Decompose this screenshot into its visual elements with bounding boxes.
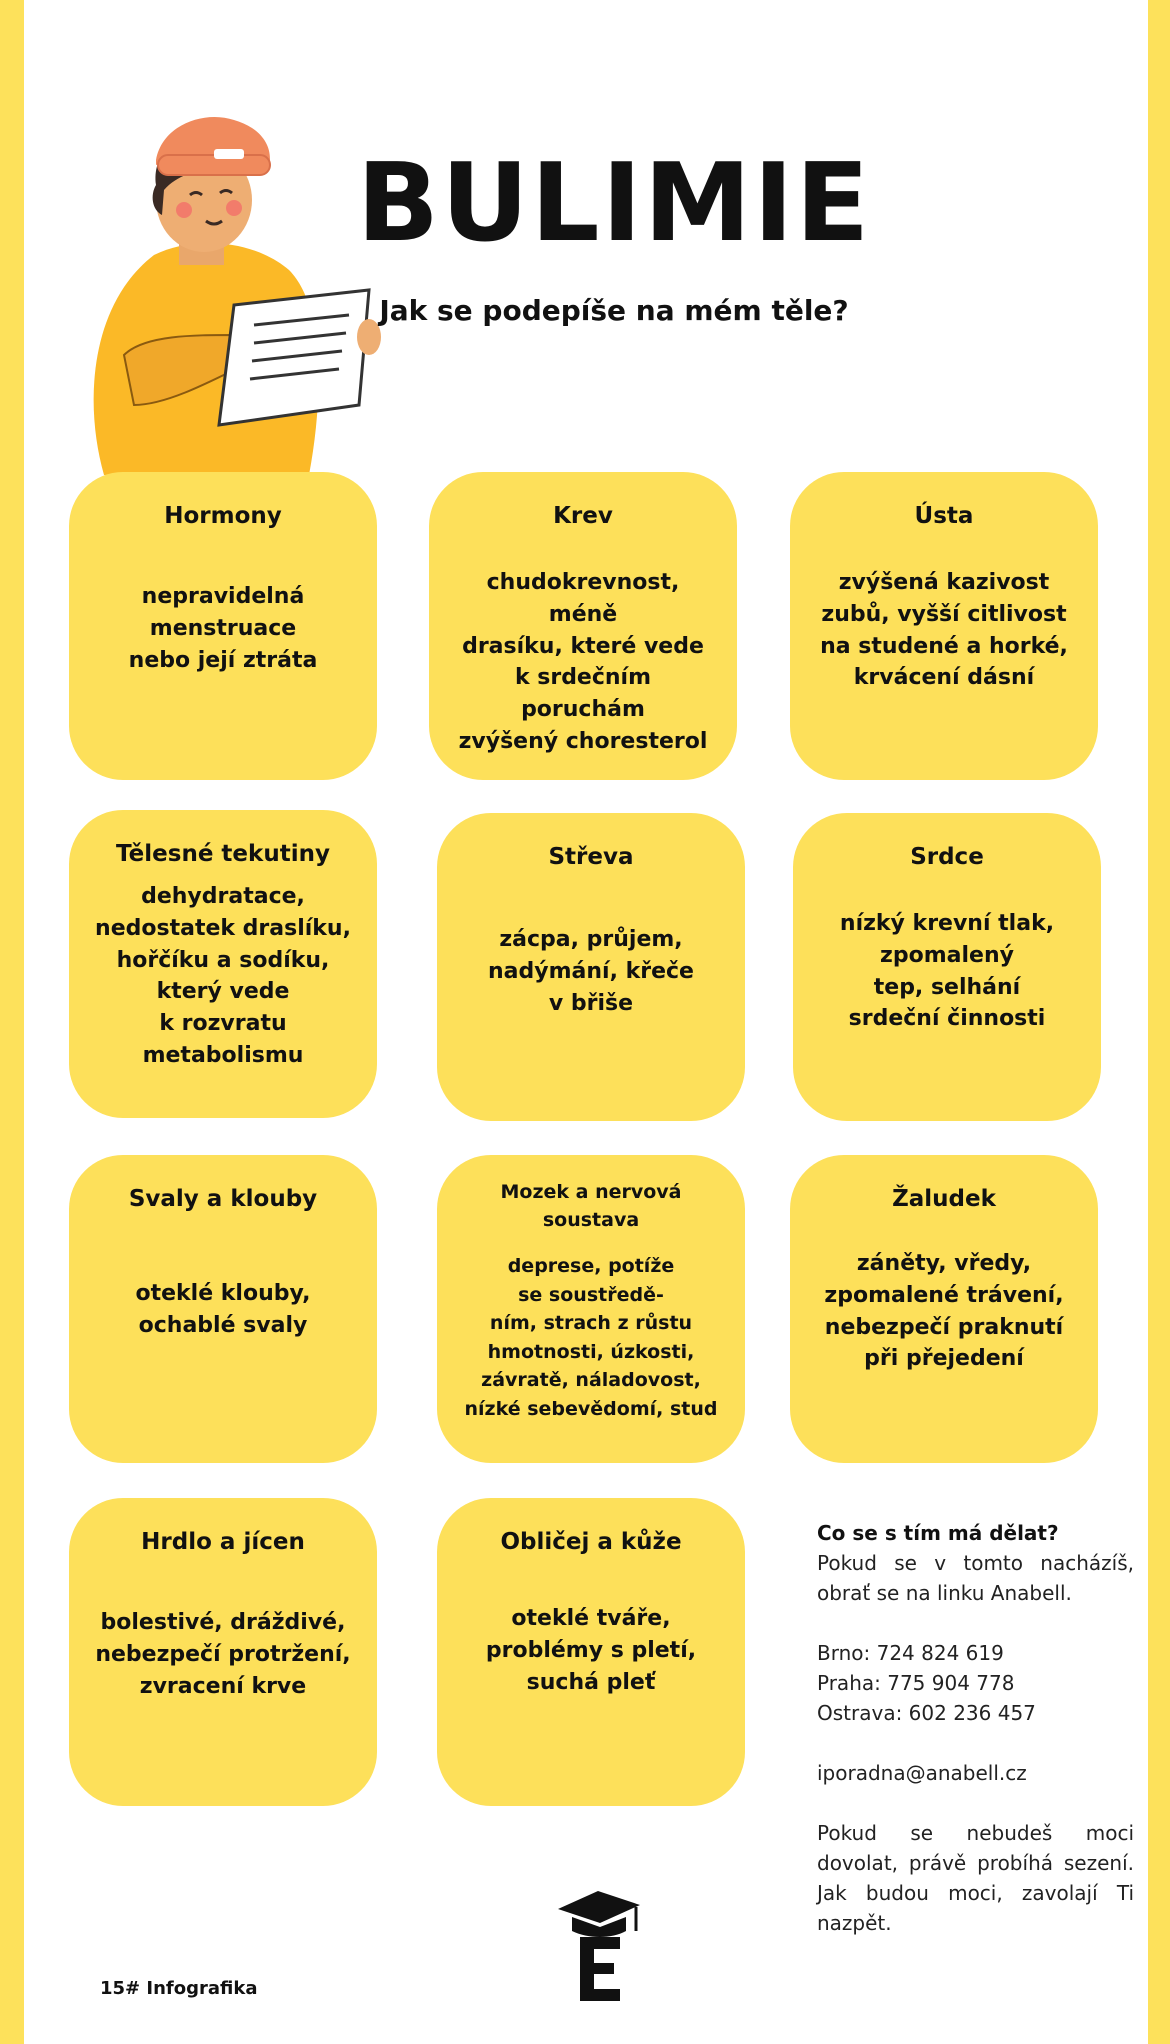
- help-intro: Pokud se v tomto nacházíš, obrať se na linku Anabell.: [817, 1551, 1134, 1605]
- card-title: Střeva: [548, 844, 634, 870]
- card-hrdlo-a-jicen: [69, 1498, 377, 1806]
- card-zaludek: [790, 1155, 1098, 1463]
- card-title: Obličej a kůže: [500, 1529, 682, 1555]
- card-title: Hrdlo a jícen: [141, 1529, 305, 1555]
- page-title: BULIMIE: [356, 141, 872, 266]
- card-telesne-tekutiny: [69, 810, 377, 1118]
- card-title: Hormony: [164, 503, 282, 529]
- card-title: Mozek a nervová soustava: [500, 1181, 682, 1231]
- card-mozek-a-nervova-soustava: [437, 1155, 745, 1463]
- card-hormony: [69, 472, 377, 780]
- card-body: zvýšená kazivost zubů, vyšší citlivost na studené a horké, krvácení dásní: [820, 569, 1068, 691]
- help-email: iporadna@anabell.cz: [817, 1761, 1027, 1785]
- card-body: oteklé klouby, ochablé svaly: [135, 1280, 311, 1338]
- card-streva: [437, 813, 745, 1121]
- card-body: dehydratace, nedostatek draslíku, hořčíku a sodíku, který vede k rozvratu metabolismu: [95, 883, 351, 1069]
- card-title: Krev: [553, 503, 613, 529]
- card-body: chudokrevnost, méně drasíku, které vede k srdečním poruchám zvýšený choresterol: [458, 569, 708, 755]
- phone-ostrava: Ostrava: 602 236 457: [817, 1701, 1036, 1725]
- card-title: Žaludek: [892, 1186, 996, 1212]
- phone-brno: Brno: 724 824 619: [817, 1641, 1004, 1665]
- footer-label: 15# Infografika: [100, 1978, 258, 1999]
- card-title: Tělesné tekutiny: [116, 841, 330, 867]
- help-info: [817, 1518, 1134, 1938]
- card-title: Svaly a klouby: [128, 1186, 318, 1212]
- phone-praha: Praha: 775 904 778: [817, 1671, 1015, 1695]
- card-body: deprese, potíže se soustředě- ním, strach z růstu hmotnosti, úzkosti, závratě, náladovost, nízké sebevědomí, stud: [464, 1255, 718, 1420]
- graduation-cap-e-logo: [558, 1887, 640, 2003]
- card-oblicej-a-kuze: [437, 1498, 745, 1806]
- card-body: oteklé tváře, problémy s pletí, suchá pleť: [485, 1605, 697, 1695]
- card-title: Srdce: [910, 844, 984, 870]
- help-outro: Pokud se nebudeš moci dovolat, právě probíhá sezení. Jak budou moci, zavolají Ti nazpět.: [817, 1821, 1134, 1935]
- card-body: záněty, vředy, zpomalené trávení, nebezpečí praknutí při přejedení: [824, 1250, 1064, 1372]
- card-usta: [790, 472, 1098, 780]
- card-svaly-a-klouby: [69, 1155, 377, 1463]
- help-heading: Co se s tím má dělat?: [817, 1521, 1059, 1545]
- card-krev: [429, 472, 737, 780]
- card-srdce: [793, 813, 1101, 1121]
- page-subtitle: Jak se podepíše na mém těle?: [379, 294, 849, 327]
- card-body: bolestivé, dráždivé, nebezpečí protržení, zvracení krve: [95, 1609, 351, 1699]
- card-title: Ústa: [914, 503, 974, 529]
- card-body: zácpa, průjem, nadýmání, křeče v břiše: [488, 926, 694, 1016]
- infographic-page: [24, 0, 1148, 2044]
- card-body: nízký krevní tlak, zpomalený tep, selhání srdeční činnosti: [839, 910, 1055, 1032]
- card-body: nepravidelná menstruace nebo její ztráta: [128, 583, 318, 673]
